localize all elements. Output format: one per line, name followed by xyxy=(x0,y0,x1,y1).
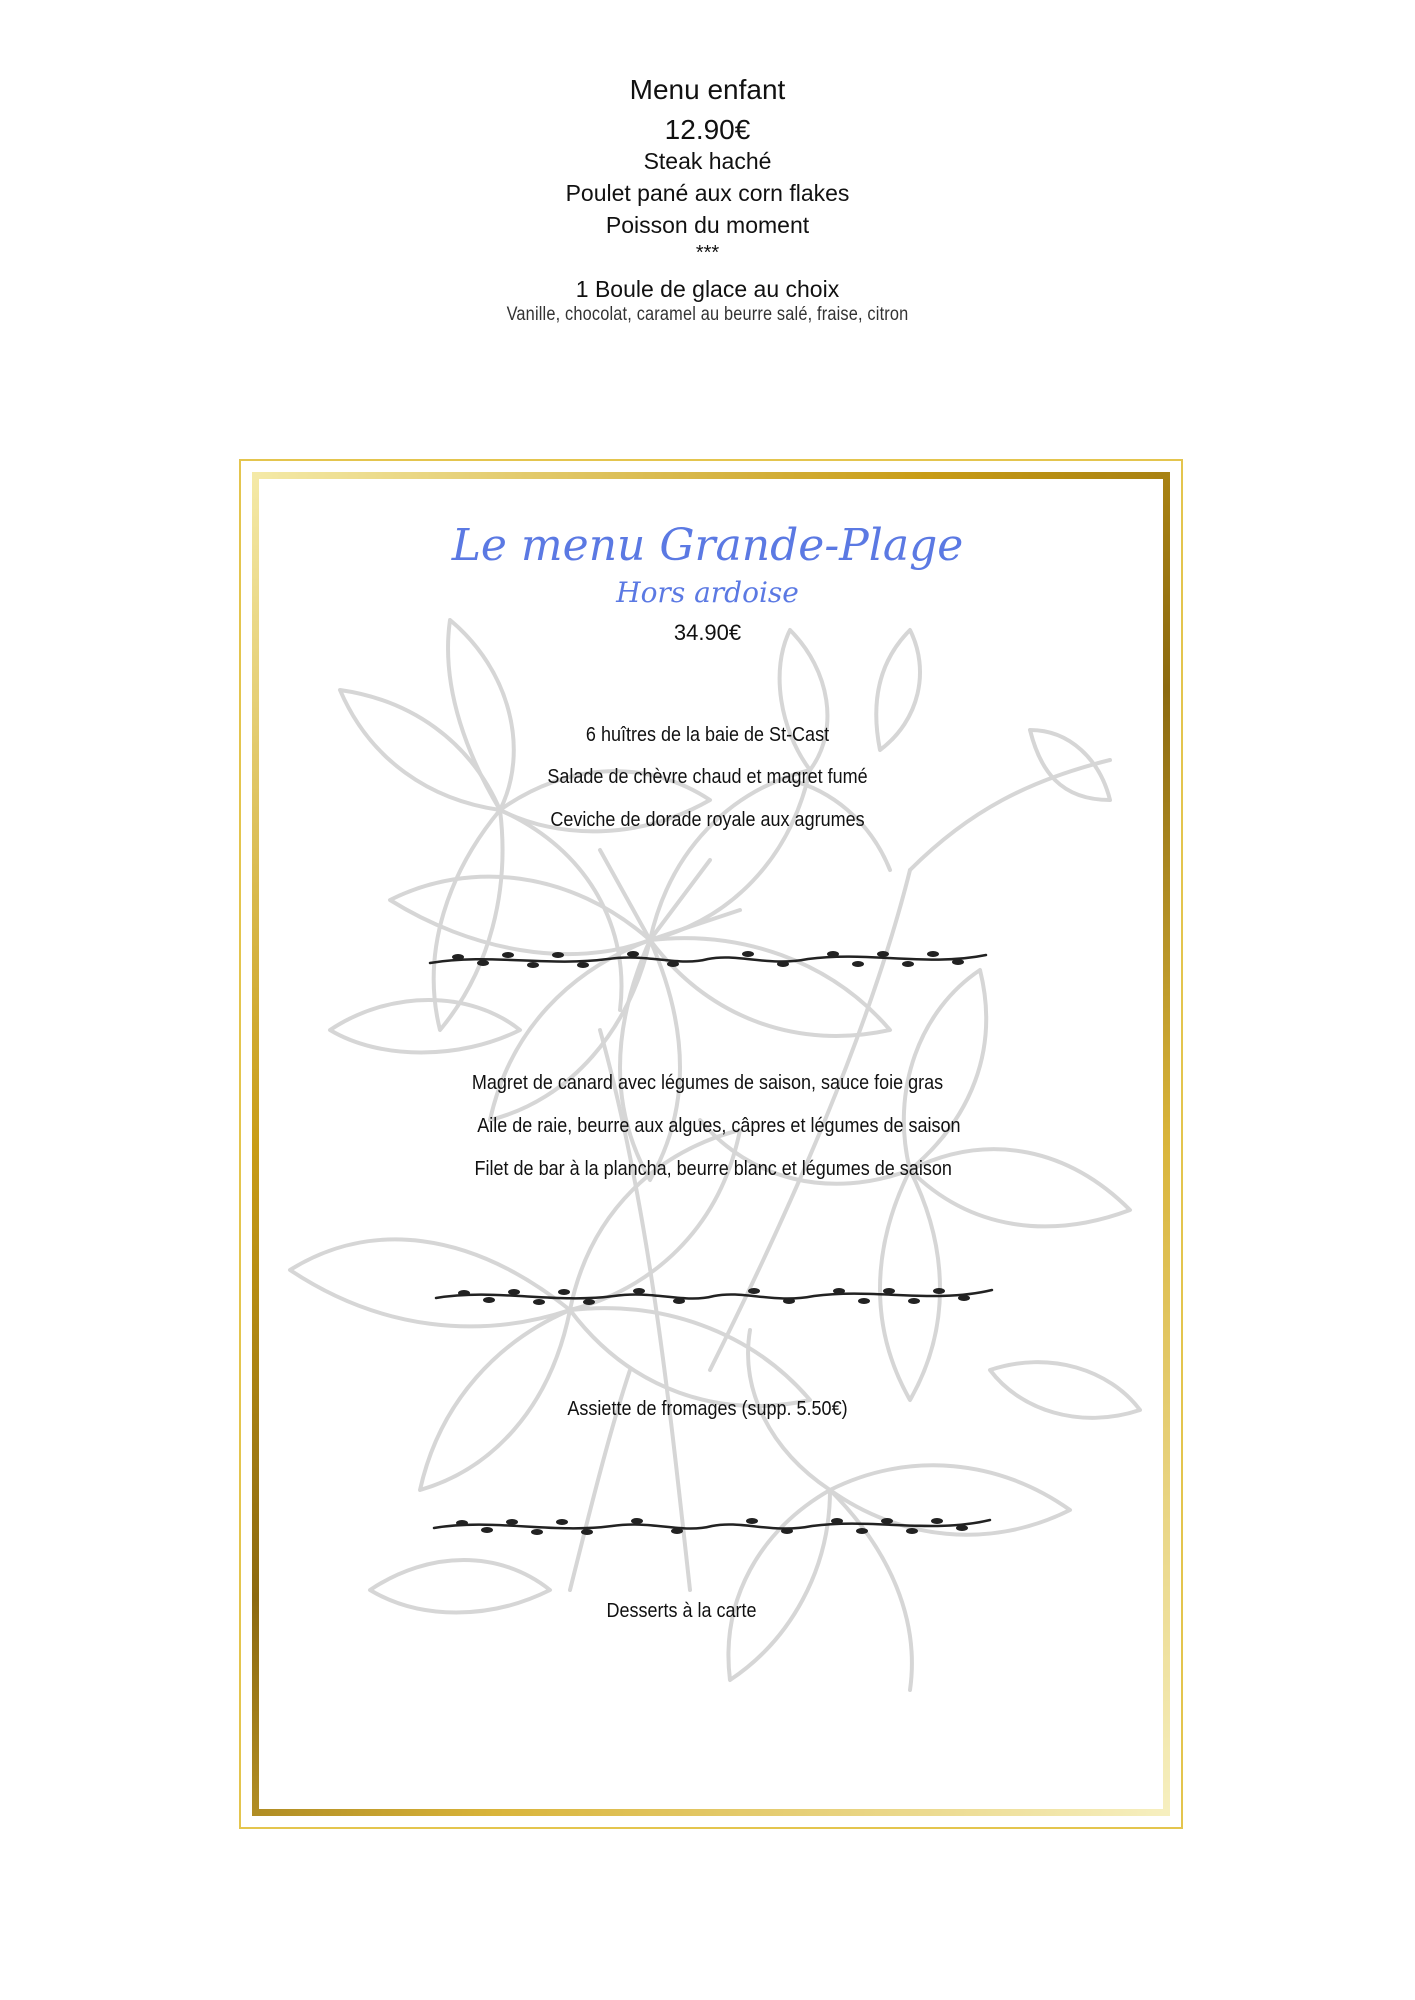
grand-menu-price: 34.90€ xyxy=(673,620,742,645)
kids-menu-flavors: Vanille, chocolat, caramel au beurre salé, fraise, citron xyxy=(506,304,909,325)
grand-menu-subtitle: Hors ardoise xyxy=(616,576,799,609)
starter-item: Salade de chèvre chaud et magret fumé xyxy=(547,766,868,788)
kids-menu-title: Menu enfant xyxy=(629,74,786,105)
kids-menu-dessert: 1 Boule de glace au choix xyxy=(575,276,840,302)
vine-divider-icon xyxy=(434,1282,994,1312)
grand-menu-title: Le menu Grande-Plage xyxy=(451,520,964,571)
kids-menu-item: Steak haché xyxy=(643,148,772,174)
vine-divider-icon xyxy=(428,945,988,975)
vine-divider-icon xyxy=(432,1512,992,1542)
main-item: Filet de bar à la plancha, beurre blanc et légumes de saison xyxy=(474,1158,952,1180)
kids-menu-item: Poulet pané aux corn flakes xyxy=(565,180,850,206)
starter-item: 6 huîtres de la baie de St-Cast xyxy=(585,724,830,746)
main-item: Magret de canard avec légumes de saison, sauce foie gras xyxy=(471,1072,944,1094)
main-item: Aile de raie, beurre aux algues, câpres et légumes de saison xyxy=(477,1115,961,1137)
kids-menu-item: Poisson du moment xyxy=(605,212,810,238)
desserts-item: Desserts à la carte xyxy=(606,1600,757,1622)
kids-menu-price: 12.90€ xyxy=(664,114,751,145)
kids-menu-separator: *** xyxy=(695,242,720,264)
cheese-item: Assiette de fromages (supp. 5.50€) xyxy=(567,1398,848,1420)
starter-item: Ceviche de dorade royale aux agrumes xyxy=(550,809,865,831)
